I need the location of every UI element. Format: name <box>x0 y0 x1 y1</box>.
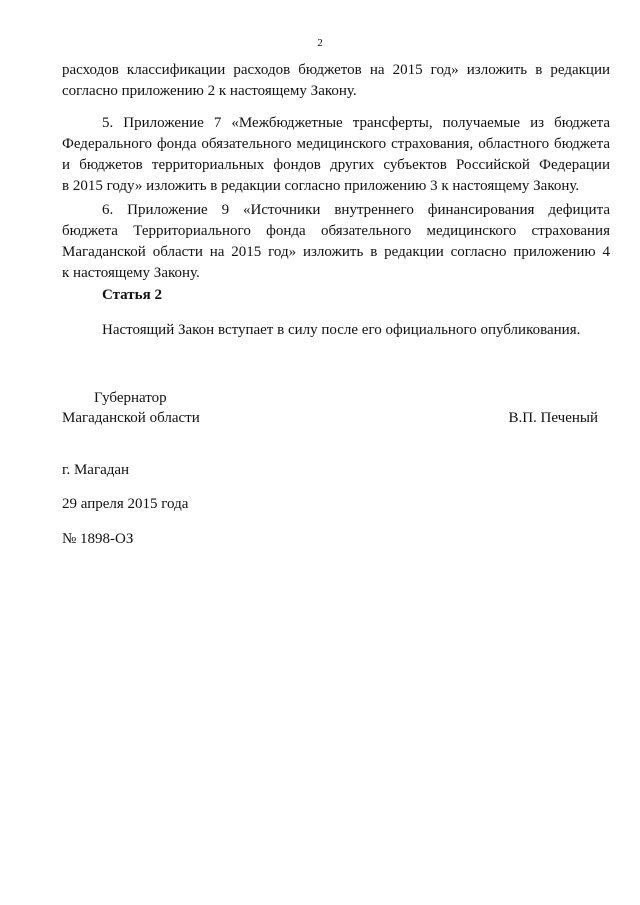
article-text: Настоящий Закон вступает в силу после его официального опубликования. <box>102 322 581 338</box>
paragraph-line: и бюджетов территориальных фондов других субъектов Российской Федерации <box>62 157 610 173</box>
article-heading: Статья 2 <box>102 287 162 303</box>
issue-city: г. Магадан <box>62 462 130 478</box>
page-number: 2 <box>317 37 323 49</box>
paragraph-line: в 2015 году» изложить в редакции согласно приложению 3 к настоящему Закону. <box>62 178 580 194</box>
paragraph-line: расходов классификации расходов бюджетов на 2015 год» изложить в редакции <box>62 62 610 78</box>
paragraph-line: согласно приложению 2 к настоящему Закону. <box>62 83 357 99</box>
issue-date: 29 апреля 2015 года <box>62 496 189 512</box>
paragraph-5 <box>62 113 610 197</box>
signatory-name: В.П. Печеный <box>508 410 598 426</box>
paragraph-line: Федерального фонда обязательного медицинского страхования, областного бюджета <box>62 136 610 152</box>
paragraph-line: бюджета Территориального фонда обязательного медицинского страхования <box>62 223 610 239</box>
signatory-title: Губернатор <box>94 390 167 406</box>
paragraph-6 <box>62 200 610 284</box>
paragraph-continued <box>62 60 610 102</box>
paragraph-line: 6. Приложение 9 «Источники внутреннего финансирования дефицита <box>102 202 610 218</box>
law-number: № 1898-ОЗ <box>62 531 134 547</box>
signatory-region: Магаданской области <box>62 410 200 426</box>
paragraph-line: 5. Приложение 7 «Межбюджетные трансферты, получаемые из бюджета <box>102 115 610 131</box>
paragraph-line: к настоящему Закону. <box>62 265 200 281</box>
paragraph-line: Магаданской области на 2015 год» изложить в редакции согласно приложению 4 <box>62 244 610 260</box>
